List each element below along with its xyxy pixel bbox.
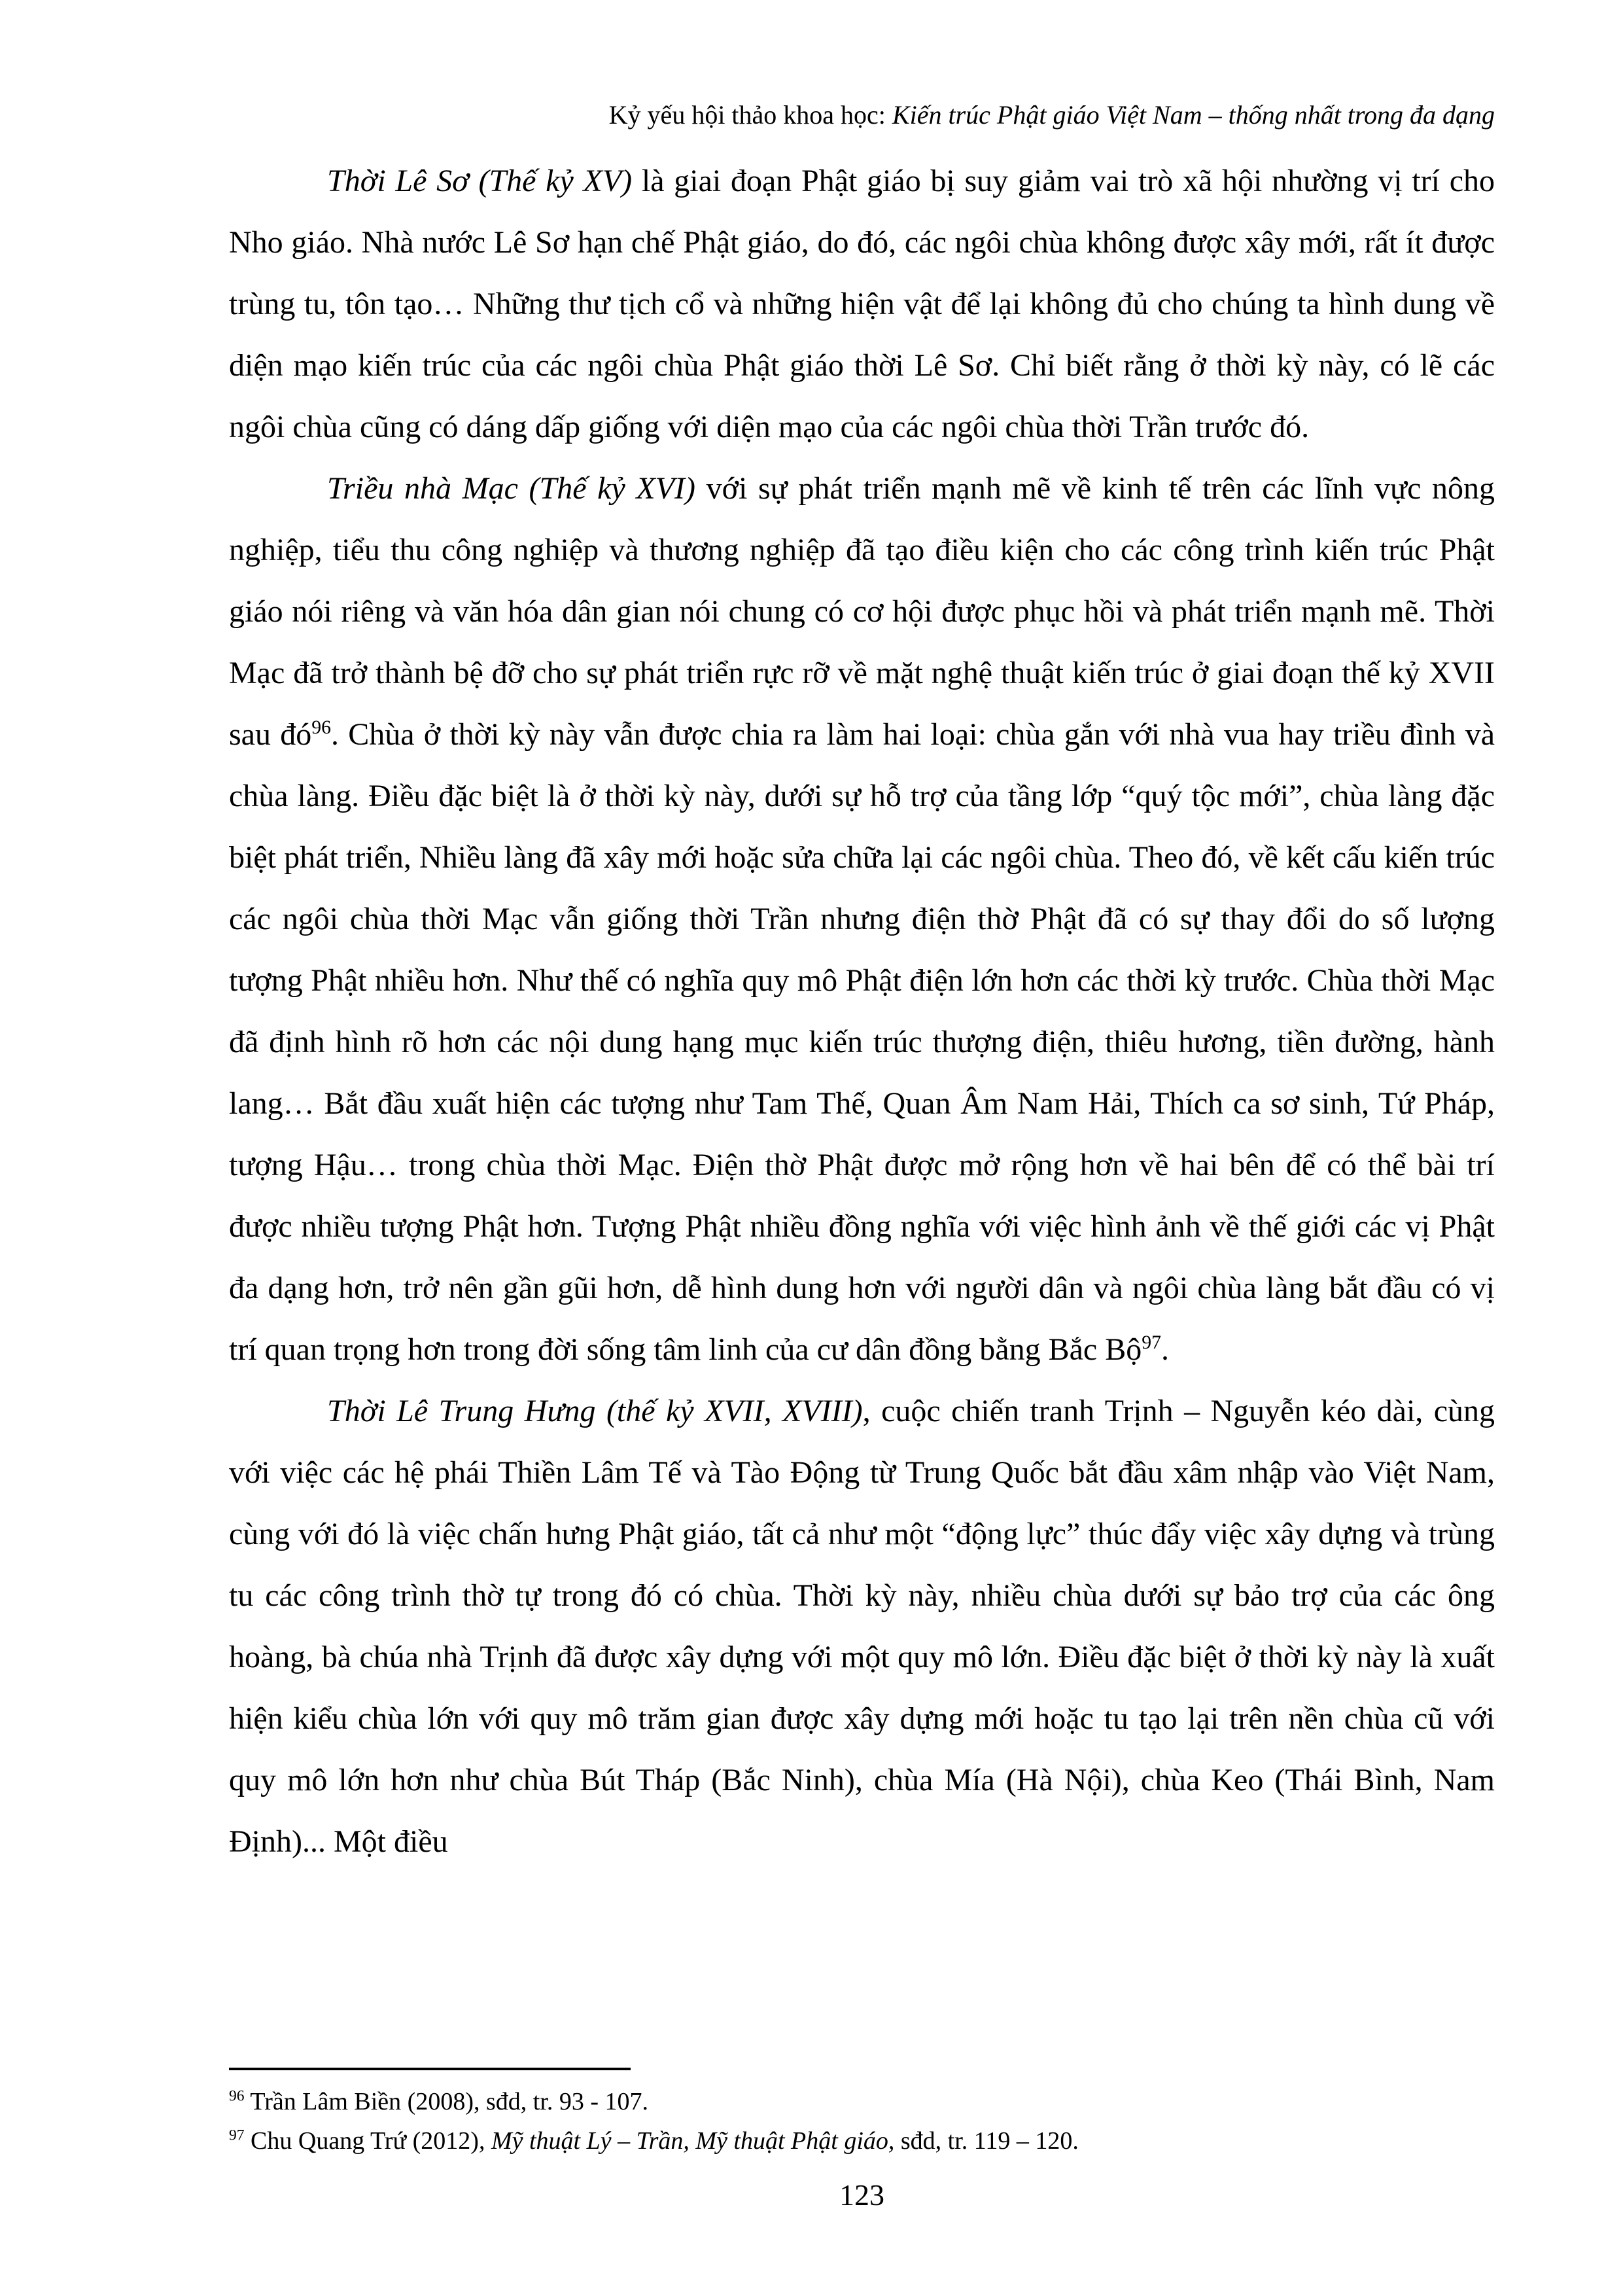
document-body	[229, 150, 1495, 1873]
paragraph-le-trung-hung: Thời Lê Trung Hưng (thế kỷ XVII, XVIII), cuộc chiến tranh Trịnh – Nguyễn kéo dài, cùng với việc các hệ phái Thiền Lâm Tế và Tào Động từ Trung Quốc bắt đầu xâm nhập vào Việt Nam, cùng với đó là việc chấn hưng Phật giáo, tất cả như một “động lực” thúc đẩy việc xây dựng và trùng tu các công trình thờ tự trong đó có chùa. Thời kỳ này, nhiều chùa dưới sự bảo trợ của các ông hoàng, bà chúa nhà Trịnh đã được xây dựng với một quy mô lớn. Điều đặc biệt ở thời kỳ này là xuất hiện kiểu chùa lớn với quy mô trăm gian được xây dựng mới hoặc tu tạo lại trên nền chùa cũ với quy mô lớn hơn như chùa Bút Tháp (Bắc Ninh), chùa Mía (Hà Nội), chùa Keo (Thái Bình, Nam Định)... Một điều	[229, 1394, 1495, 1859]
footnote-separator-rule	[229, 2068, 631, 2070]
paragraph-le-so: Thời Lê Sơ (Thế kỷ XV) là giai đoạn Phật giáo bị suy giảm vai trò xã hội nhường vị trí cho Nho giáo. Nhà nước Lê Sơ hạn chế Phật giáo, do đó, các ngôi chùa không được xây mới, rất ít được trùng tu, tôn tạo… Những thư tịch cổ và những hiện vật để lại không đủ cho chúng ta hình dung về diện mạo kiến trúc của các ngôi chùa Phật giáo thời Lê Sơ. Chỉ biết rằng ở thời kỳ này, có lẽ các ngôi chùa cũng có dáng dấp giống với diện mạo của các ngôi chùa thời Trần trước đó.	[229, 164, 1495, 444]
page-footer	[229, 2068, 1495, 2212]
running-header-title: Kiến trúc Phật giáo Việt Nam – thống nhất trong đa dạng	[892, 100, 1495, 130]
paragraph-trieu-nha-mac: Triều nhà Mạc (Thế kỷ XVI) với sự phát triển mạnh mẽ về kinh tế trên các lĩnh vực nông nghiệp, tiểu thu công nghiệp và thương nghiệp đã tạo điều kiện cho các công trình kiến trúc Phật giáo nói riêng và văn hóa dân gian nói chung có cơ hội được phục hồi và phát triển mạnh mẽ. Thời Mạc đã trở thành bệ đỡ cho sự phát triển rực rỡ về mặt nghệ thuật kiến trúc ở giai đoạn thế kỷ XVII sau $đó^{96}$. Chùa ở thời kỳ này vẫn được chia ra làm hai loại: chùa gắn với nhà vua hay triều đình và chùa làng. Điều đặc biệt là ở thời kỳ này, dưới sự hỗ trợ của tầng lớp “quý tộc mới”, chùa làng đặc biệt phát triển, Nhiều làng đã xây mới hoặc sửa chữa lại các ngôi chùa. Theo đó, về kết cấu kiến trúc các ngôi chùa thời Mạc vẫn giống thời Trần nhưng điện thờ Phật đã có sự thay đổi do số lượng tượng Phật nhiều hơn. Như thế có nghĩa quy mô Phật điện lớn hơn các thời kỳ trước. Chùa thời Mạc đã định hình rõ hơn các nội dung hạng mục kiến trúc thượng điện, thiêu hương, tiền đường, hành lang… Bắt đầu xuất hiện các tượng như Tam Thế, Quan Âm Nam Hải, Thích ca sơ sinh, Tứ Pháp, tượng Hậu… trong chùa thời Mạc. Điện thờ Phật được mở rộng hơn về hai bên để có thể bài trí được nhiều tượng Phật hơn. Tượng Phật nhiều đồng nghĩa với việc hình ảnh về thế giới các vị Phật đa dạng hơn, trở nên gần gũi hơn, dễ hình dung hơn với người dân và ngôi chùa làng bắt đầu có vị trí quan trọng hơn trong đời sống tâm linh của cư dân đồng bằng Bắc Bộ$^{97}$.	[229, 471, 1495, 1367]
page-number: 123	[839, 2178, 884, 2212]
running-header	[229, 98, 1495, 132]
footnote-96: $^{96}$ Trần Lâm Biền (2008), sđd, tr. 93 - 107.	[229, 2087, 649, 2115]
running-header-prefix: Kỷ yếu hội thảo khoa học:	[608, 100, 892, 130]
footnote-97: $^{97}$ Chu Quang Trứ (2012), Mỹ thuật Lý – Trần, Mỹ thuật Phật giáo, sđd, tr. 119 – 120.	[229, 2127, 1079, 2155]
